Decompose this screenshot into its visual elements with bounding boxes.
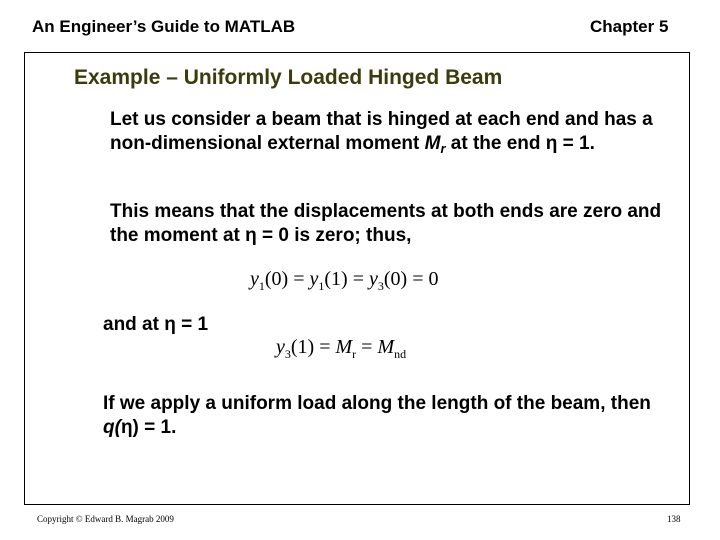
p1-text-2: at the end	[445, 133, 546, 154]
eta-symbol: η	[545, 133, 558, 154]
paragraph-beam-description	[110, 108, 690, 161]
paragraph-uniform-load: If we apply a uniform load along the length of the beam, then q(η) = 1.	[103, 393, 651, 438]
equation-boundary-zero: $y_1(0) = y_1(1) = y_3(0) = 0$	[250, 268, 439, 293]
header-book-title: An Engineer’s Guide to MATLAB	[32, 17, 296, 36]
moment-subscript: r	[440, 141, 446, 156]
p4-text-2: ) = 1.	[132, 417, 177, 438]
copyright-notice: Copyright © Edward B. Magrab 2009	[37, 514, 174, 524]
page-number: 138	[667, 514, 681, 524]
paragraph-boundary-conditions	[110, 200, 690, 248]
header-chapter: Chapter 5	[590, 17, 669, 36]
eta-symbol: η	[120, 417, 133, 438]
p1-text-3: = 1.	[557, 133, 595, 154]
moment-symbol: M	[424, 133, 441, 154]
p3-text: and at	[103, 314, 165, 335]
load-symbol: q	[103, 417, 115, 438]
p3-text-2: = 1	[175, 314, 209, 335]
equation-moment: $y_3(1) = M_r = M_{nd}$	[276, 336, 407, 361]
p2-text-2: = 0 is zero; thus,	[256, 225, 412, 246]
header-rule	[24, 52, 690, 53]
p1-text: Let us consider a beam that is hinged at each end and has a non-dimensional external moment	[110, 109, 653, 154]
eta-symbol: η	[245, 225, 257, 246]
eta-symbol: η	[164, 314, 176, 335]
p4-text: If we apply a uniform load along the length of the beam, then	[103, 393, 651, 414]
paragraph-at-eta-one	[103, 313, 208, 337]
slide-title: Example – Uniformly Loaded Hinged Beam	[74, 66, 503, 89]
p2-text: This means that the displacements at both ends are zero and the moment at	[110, 201, 662, 246]
